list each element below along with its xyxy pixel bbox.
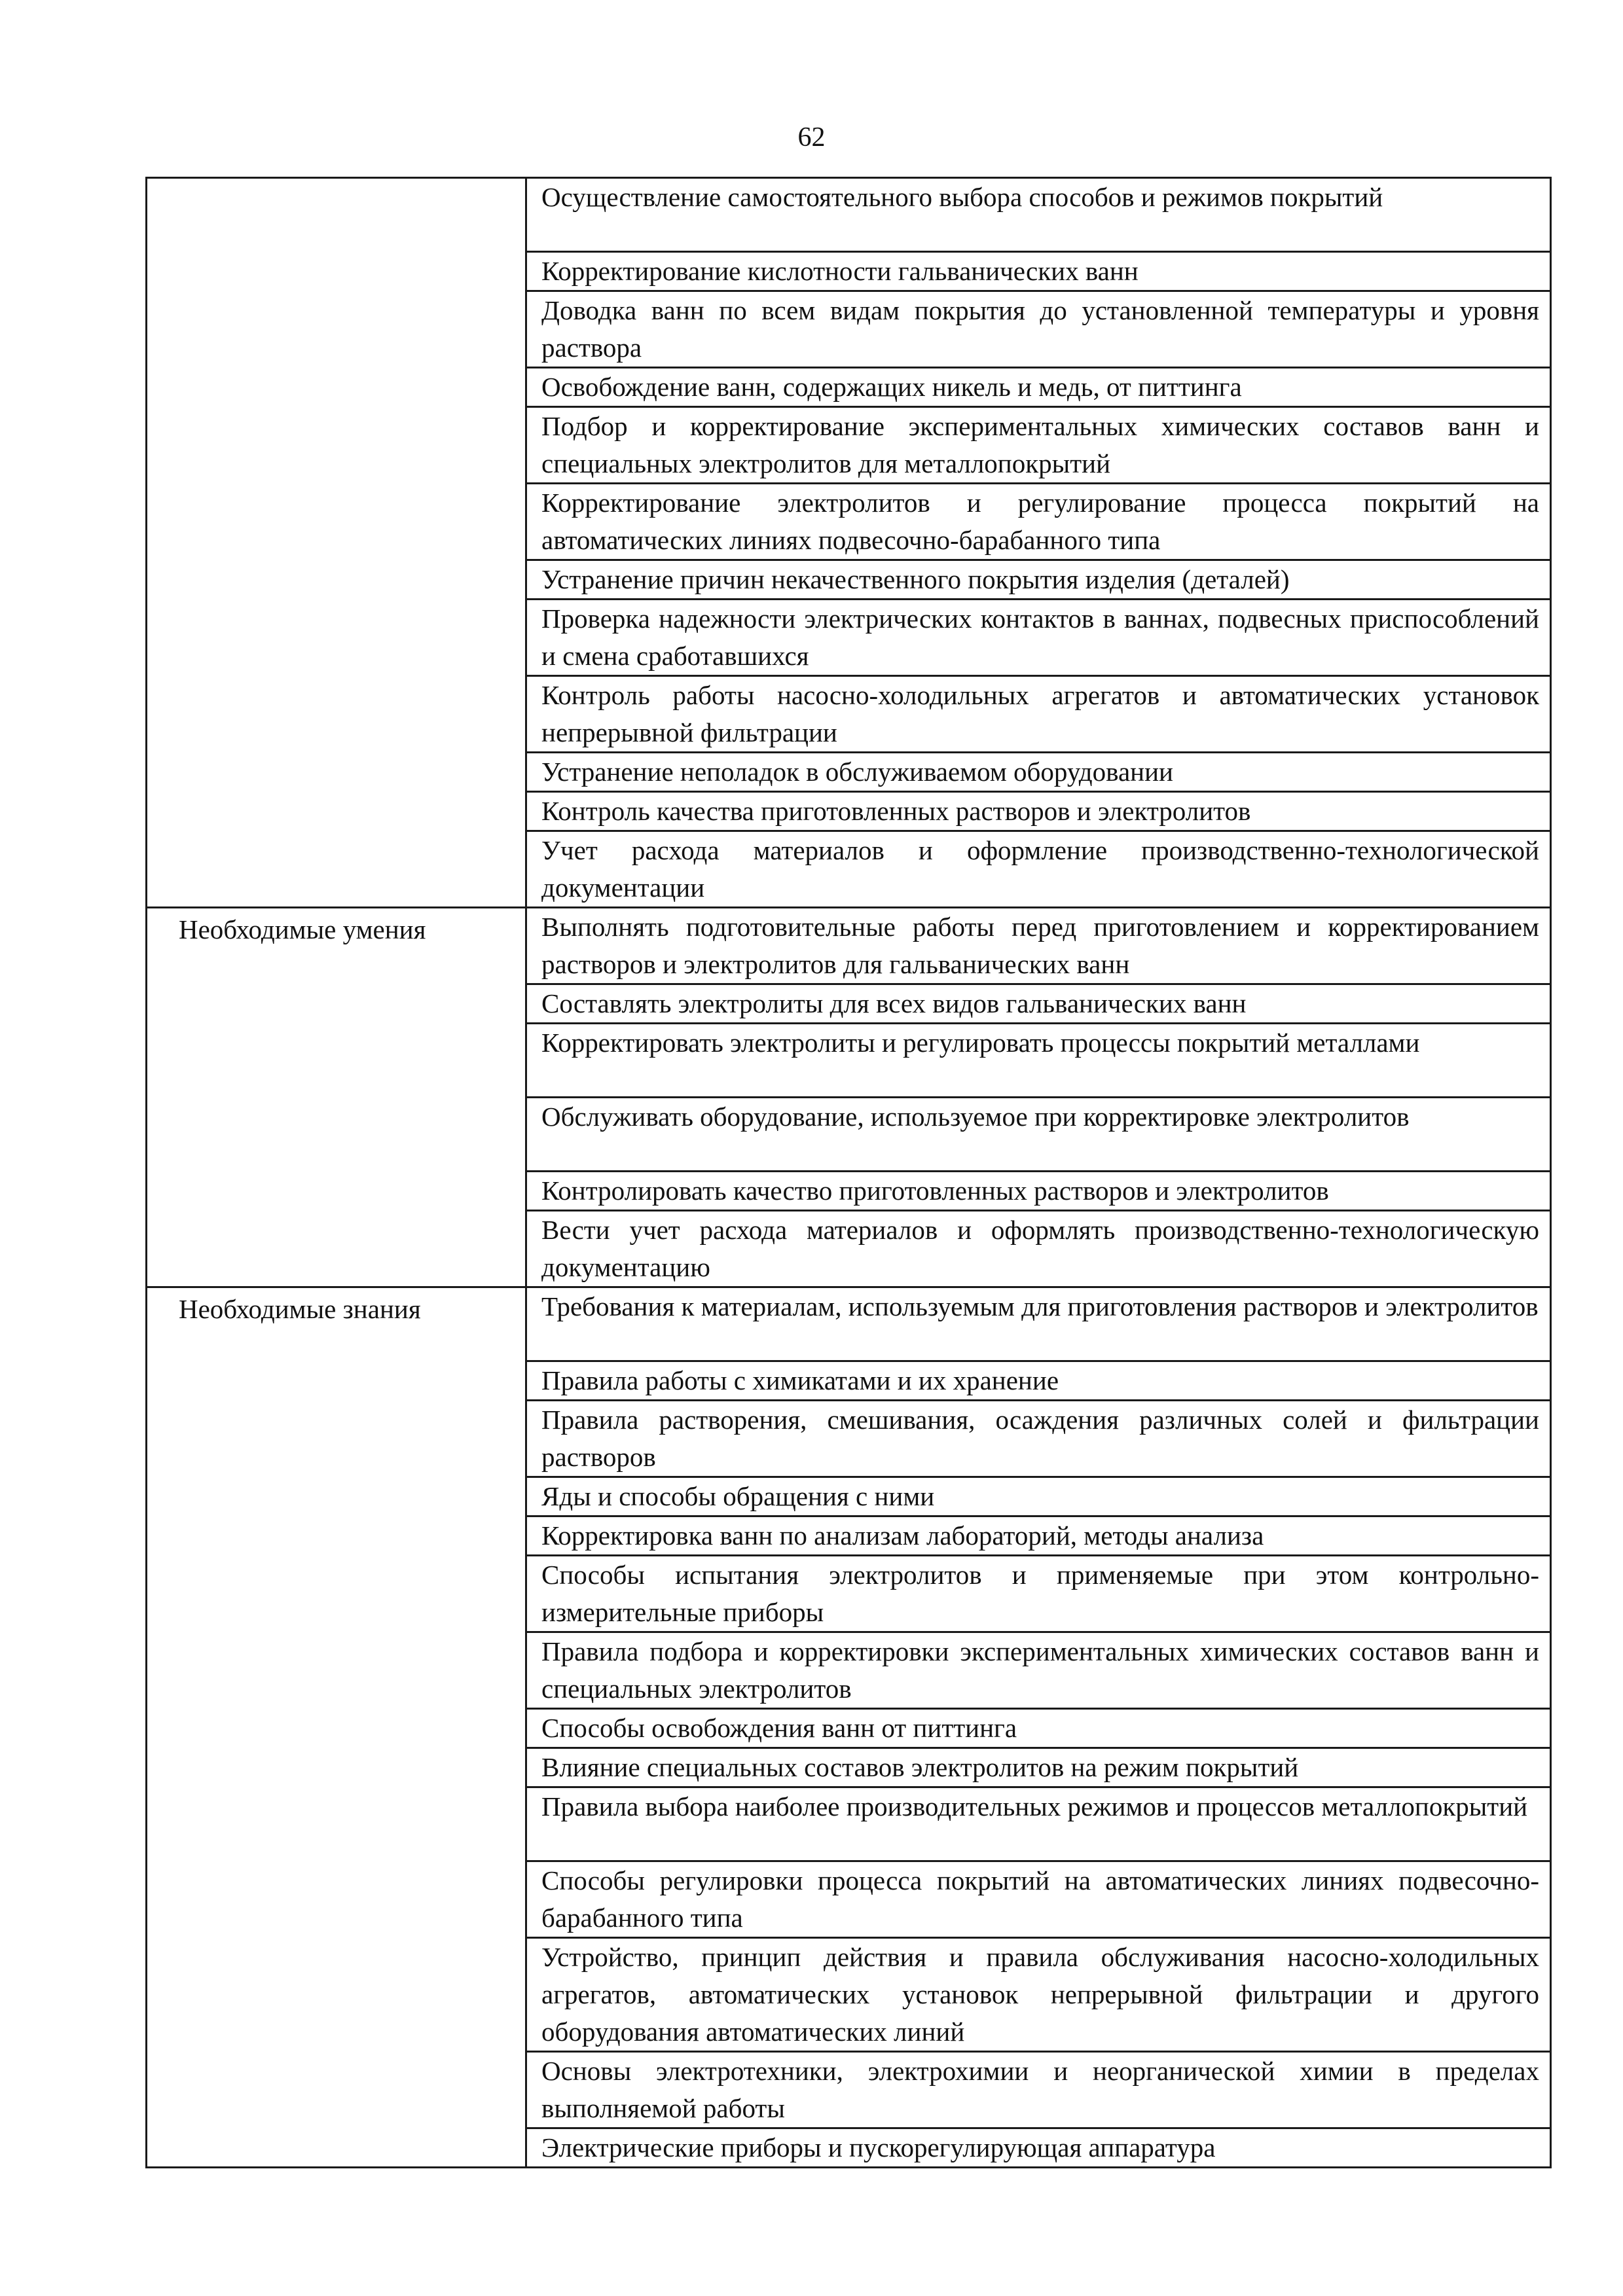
table-cell: Осуществление самостоятельного выбора способов и режимов покрытий <box>526 178 1551 252</box>
table-cell: Корректировать электролиты и регулировать процессы покрытий металлами <box>526 1024 1551 1098</box>
table-cell: Устранение неполадок в обслуживаемом оборудовании <box>526 753 1551 792</box>
section-label-labor-actions <box>147 178 526 908</box>
table-cell: Правила подбора и корректировки экспериментальных химических составов ванн и специальных электролитов <box>526 1632 1551 1709</box>
table-row <box>147 178 1551 252</box>
table-cell: Основы электротехники, электрохимии и неорганической химии в пределах выполняемой работы <box>526 2052 1551 2128</box>
table-cell: Устранение причин некачественного покрытия изделия (деталей) <box>526 560 1551 600</box>
table-cell: Правила выбора наиболее производительных режимов и процессов металлопокрытий <box>526 1787 1551 1861</box>
table-cell: Контроль качества приготовленных растворов и электролитов <box>526 792 1551 831</box>
section-label-knowledge: Необходимые знания <box>147 1287 526 2168</box>
table-cell: Правила работы с химикатами и их хранение <box>526 1361 1551 1401</box>
table-cell: Корректировка ванн по анализам лабораторий, методы анализа <box>526 1516 1551 1556</box>
table-cell: Требования к материалам, используемым для приготовления растворов и электролитов <box>526 1287 1551 1361</box>
table-cell: Влияние специальных составов электролитов на режим покрытий <box>526 1748 1551 1787</box>
table-cell: Освобождение ванн, содержащих никель и медь, от питтинга <box>526 368 1551 407</box>
table-cell: Обслуживать оборудование, используемое при корректировке электролитов <box>526 1098 1551 1172</box>
competency-table <box>145 177 1552 2168</box>
section-label-skills: Необходимые умения <box>147 908 526 1287</box>
table-cell: Вести учет расхода материалов и оформлять производственно-технологическую документацию <box>526 1211 1551 1287</box>
table-cell: Электрические приборы и пускорегулирующая аппаратура <box>526 2128 1551 2168</box>
table-cell: Корректирование электролитов и регулирование процесса покрытий на автоматических линиях подвесочно-барабанного типа <box>526 484 1551 560</box>
table-cell: Устройство, принцип действия и правила обслуживания насосно-холодильных агрегатов, автоматических установок непрерывной фильтрации и другого оборудования автоматических линий <box>526 1938 1551 2052</box>
page-number: 62 <box>797 122 826 152</box>
table-cell: Способы освобождения ванн от питтинга <box>526 1709 1551 1748</box>
table-cell: Доводка ванн по всем видам покрытия до установленной температуры и уровня раствора <box>526 291 1551 368</box>
table-cell: Составлять электролиты для всех видов гальванических ванн <box>526 984 1551 1024</box>
table-cell: Способы испытания электролитов и применяемые при этом контрольно-измерительные приборы <box>526 1556 1551 1632</box>
table-cell: Яды и способы обращения с ними <box>526 1477 1551 1516</box>
table-row <box>147 1287 1551 1361</box>
table-cell: Способы регулировки процесса покрытий на автоматических линиях подвесочно-барабанного типа <box>526 1861 1551 1938</box>
table-cell: Контролировать качество приготовленных растворов и электролитов <box>526 1172 1551 1211</box>
table-cell: Контроль работы насосно-холодильных агрегатов и автоматических установок непрерывной фильтрации <box>526 676 1551 753</box>
table-cell: Выполнять подготовительные работы перед приготовлением и корректированием растворов и электролитов для гальванических ванн <box>526 908 1551 984</box>
table-cell: Проверка надежности электрических контактов в ваннах, подвесных приспособлений и смена сработавшихся <box>526 600 1551 676</box>
table-cell: Корректирование кислотности гальванических ванн <box>526 252 1551 291</box>
table-cell: Правила растворения, смешивания, осаждения различных солей и фильтрации растворов <box>526 1401 1551 1477</box>
table-row <box>147 908 1551 984</box>
table-cell: Учет расхода материалов и оформление производственно-технологической документации <box>526 831 1551 908</box>
table-cell: Подбор и корректирование экспериментальных химических составов ванн и специальных электролитов для металлопокрытий <box>526 407 1551 484</box>
